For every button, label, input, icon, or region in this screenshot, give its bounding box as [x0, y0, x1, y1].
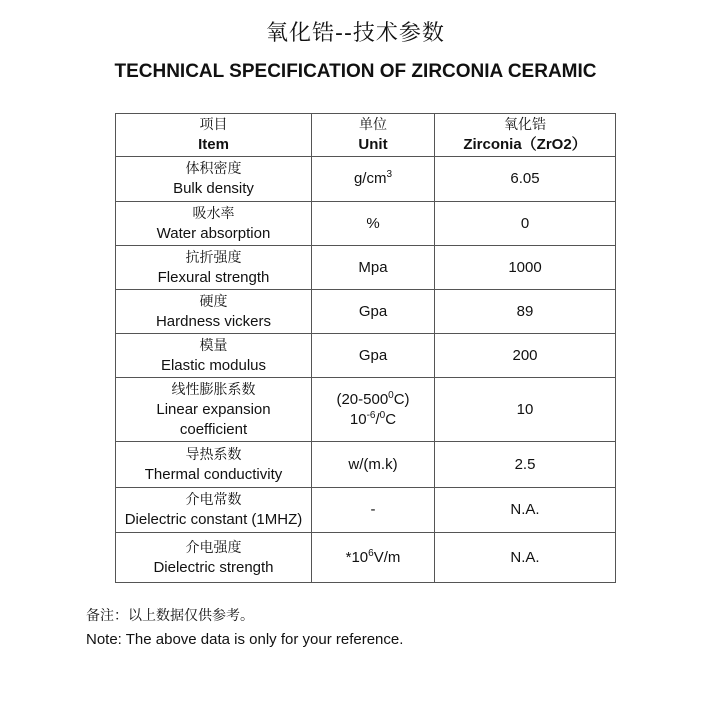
footnote-cn: 备注：以上数据仅供参考。 [86, 608, 254, 624]
footnote-en: Note: The above data is only for your reference. [86, 631, 404, 648]
value-cell: 6.05 [435, 157, 616, 202]
property-en: Elastic modulus [160, 356, 267, 374]
property-cn: 介电强度 [185, 539, 242, 556]
property-cell [116, 290, 312, 334]
table-header-row [116, 114, 616, 157]
header-unit-cell [312, 114, 435, 157]
specification-table [115, 113, 616, 583]
property-cn: 介电常数 [185, 492, 242, 508]
unit-line1: $(20-500^0C)$ [336, 389, 410, 408]
unit-cell [312, 157, 435, 202]
header-material-cn: 氧化锆 [504, 117, 546, 133]
table-row [116, 157, 616, 202]
table-row [116, 334, 616, 378]
table-row [116, 378, 616, 442]
page-title-english: TECHNICAL SPECIFICATION OF ZIRCONIA CERAMIC [114, 61, 597, 82]
table-row [116, 202, 616, 246]
footnote [86, 604, 403, 652]
property-cn: 吸水率 [192, 205, 235, 222]
property-cell [116, 246, 312, 290]
property-cell [116, 488, 312, 533]
table-row [116, 442, 616, 488]
header-unit-en: Unit [358, 136, 388, 153]
table-row [116, 290, 616, 334]
property-en: Thermal conductivity [144, 465, 283, 483]
value-cell: 89 [435, 290, 616, 334]
property-en: Flexural strength [157, 268, 270, 286]
table-row [116, 488, 616, 533]
property-cell [116, 334, 312, 378]
unit-cell: $*10^6V/m$ [312, 533, 435, 583]
header-item-cn: 项目 [199, 117, 228, 133]
unit-cell: Gpa [312, 290, 435, 334]
property-cell [116, 378, 312, 442]
unit-cell: Mpa [312, 246, 435, 290]
value-cell: N.A. [435, 533, 616, 583]
property-cell [116, 442, 312, 488]
property-cn: 体积密度 [185, 161, 242, 177]
property-en: Bulk density [173, 180, 254, 197]
header-item-en: Item [198, 136, 229, 153]
value-cell: 2.5 [435, 442, 616, 488]
value-cell: 0 [435, 202, 616, 246]
property-en-line1: Linear expansion [156, 400, 271, 418]
page-title-chinese: 氧化锆--技术参数 [266, 21, 445, 46]
property-en: Hardness vickers [155, 312, 272, 330]
value-cell: 1000 [435, 246, 616, 290]
header-material-cell [435, 114, 616, 157]
property-cell [116, 202, 312, 246]
property-cn: 导热系数 [185, 446, 242, 463]
unit-superscript: 3 [386, 169, 393, 180]
property-en-line2: coefficient [179, 420, 248, 438]
property-cell [116, 157, 312, 202]
unit-base: g/cm [353, 170, 387, 187]
unit-cell [312, 378, 435, 442]
header-unit-cn: 单位 [359, 117, 387, 133]
property-cn: 抗折强度 [185, 249, 242, 266]
unit-cell: w/(m.k) [312, 442, 435, 488]
value-cell: N.A. [435, 488, 616, 533]
property-en: Dielectric constant (1MHZ) [124, 511, 303, 528]
property-cn: 线性膨胀系数 [171, 381, 256, 398]
property-cell [116, 533, 312, 583]
table-row [116, 533, 616, 583]
table-row [116, 246, 616, 290]
unit-cell: % [312, 202, 435, 246]
property-cn: 硬度 [199, 293, 228, 310]
header-item-cell [116, 114, 312, 157]
header-material-en: Zirconia（ZrO2） [463, 136, 587, 153]
unit-line2: $10^{-6}/^0C$ [349, 409, 397, 428]
unit-cell: Gpa [312, 334, 435, 378]
value-cell: 200 [435, 334, 616, 378]
unit-cell: - [312, 488, 435, 533]
property-en: Dielectric strength [153, 558, 274, 576]
property-cn: 模量 [199, 337, 228, 354]
property-en: Water absorption [156, 224, 271, 242]
value-cell: 10 [435, 378, 616, 442]
